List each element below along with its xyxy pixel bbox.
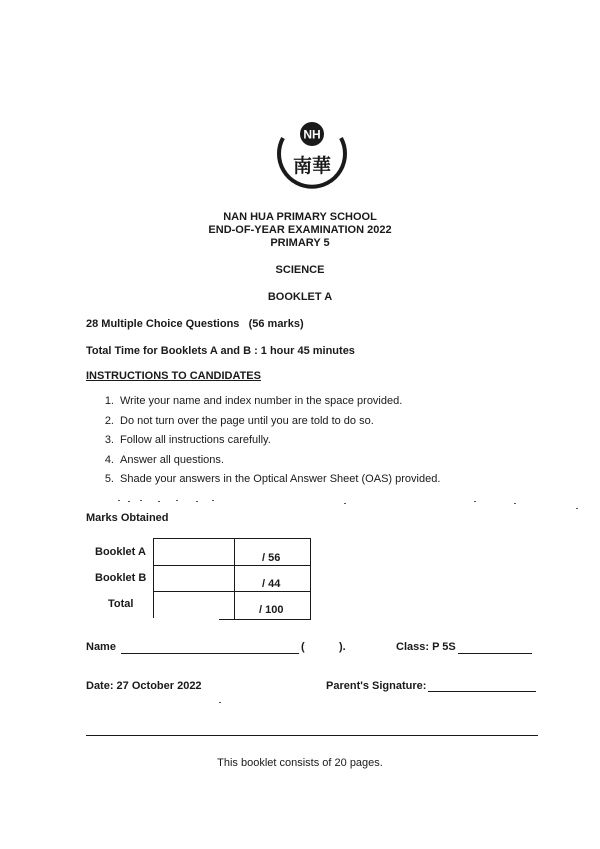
level: PRIMARY 5 [270, 237, 330, 249]
instruction-item: 1. Write your name and index number in the space provided. [104, 395, 403, 407]
class-label: Class: P 5S [396, 641, 456, 653]
index-paren-open: ( [301, 641, 305, 653]
marks-row-label: Total [108, 598, 134, 610]
instruction-item: 3. Follow all instructions carefully. [104, 434, 271, 446]
name-field[interactable] [121, 653, 299, 654]
school-crest-logo [270, 118, 354, 198]
page-count-note: This booklet consists of 20 pages. [217, 757, 383, 769]
marks-row-max: / 100 [259, 604, 284, 616]
name-label: Name [86, 641, 116, 653]
instruction-item: 2. Do not turn over the page until you are told to do so. [104, 414, 374, 427]
instructions-list [86, 392, 506, 490]
instructions-heading: INSTRUCTIONS TO CANDIDATES [86, 370, 261, 382]
marks-row-label: Booklet A [95, 546, 146, 558]
instruction-item: 5. Shade your answers in the Optical Answer Sheet (OAS) provided. [104, 473, 441, 485]
marks-row-max: / 44 [262, 578, 281, 590]
logo-chinese: 南華 [292, 155, 332, 177]
parent-signature-label: Parent's Signature: [326, 680, 427, 692]
school-name: NAN HUA PRIMARY SCHOOL [223, 211, 377, 223]
exam-date: Date: 27 October 2022 [86, 680, 202, 692]
parent-signature-field[interactable] [428, 691, 536, 692]
marks-row-label: Booklet B [95, 572, 147, 584]
mcq-info: 28 Multiple Choice Questions (56 marks) [86, 318, 304, 330]
booklet-title: BOOKLET A [267, 291, 333, 303]
divider [86, 735, 538, 736]
instruction-item: 4. Answer all questions. [104, 453, 224, 466]
index-paren-close: ). [339, 641, 346, 653]
exam-title: END-OF-YEAR EXAMINATION 2022 [208, 224, 392, 236]
class-field[interactable] [458, 653, 532, 654]
subject: SCIENCE [275, 264, 325, 276]
marks-row-max: / 56 [262, 552, 281, 564]
marks-table [153, 538, 311, 620]
time-info: Total Time for Booklets A and B : 1 hour 45 minutes [86, 345, 355, 357]
logo-latin: NH [303, 127, 321, 142]
marks-heading: Marks Obtained [86, 512, 169, 524]
